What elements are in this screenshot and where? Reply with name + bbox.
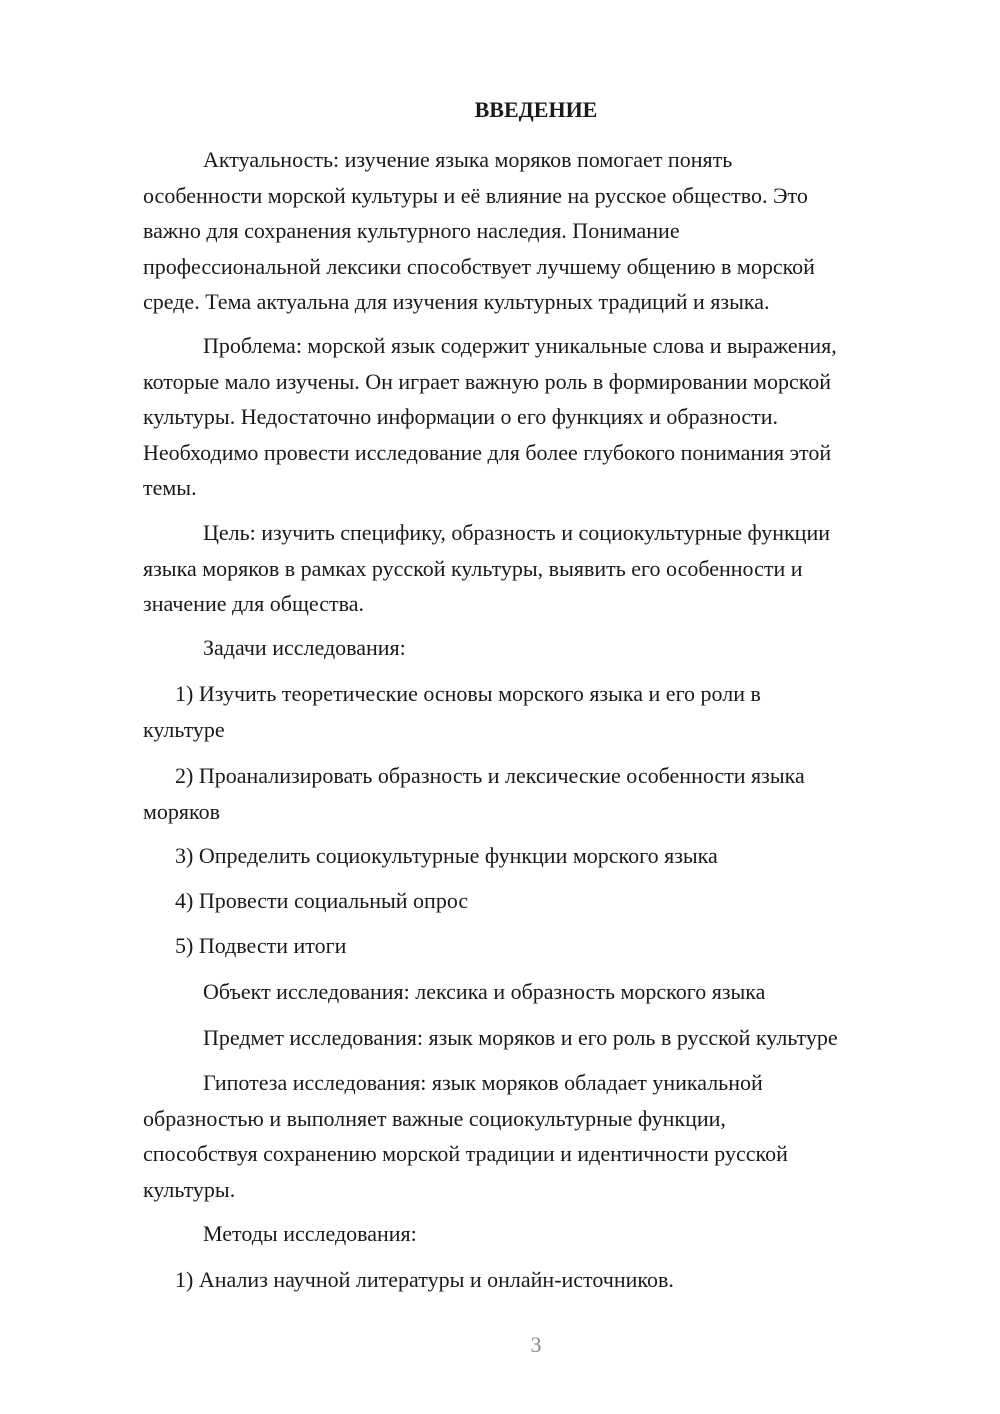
hypothesis-line: образностью и выполняет важные социокультурные функции, [143,1105,726,1131]
hypothesis-line: культуры. [143,1176,236,1202]
task-line: 4) Провести социальный опрос [175,888,469,913]
subject-line [143,1020,928,1056]
hypothesis-line: Гипотеза исследования: язык моряков обладает уникальной [203,1070,763,1095]
task-line: моряков [143,798,220,824]
object-text: Объект исследования: лексика и образность морского языка [203,979,766,1004]
task-item-1 [143,676,928,747]
subject-text: Предмет исследования: язык моряков и его роль в русской культуре [203,1025,838,1050]
task-line: культуре [143,716,225,742]
hypothesis-line: способствуя сохранению морской традиции и идентичности русской [143,1141,788,1166]
problem-line: Проблема: морской язык содержит уникальные слова и выражения, [203,333,837,358]
goal-line: значение для общества. [143,591,364,616]
relevance-line: Актуальность: изучение языка моряков помогает понять [203,147,733,172]
method-line: 1) Анализ научной литературы и онлайн-источников. [175,1267,674,1292]
methods-title [143,1216,928,1252]
task-line: 1) Изучить теоретические основы морского языка и его роли в [175,681,761,706]
problem-line: Необходимо провести исследование для более глубокого понимания этой [143,439,832,465]
methods-title-text: Методы исследования: [203,1221,417,1246]
page-heading: ВВЕДЕНИЕ [474,97,598,122]
task-line: 3) Определить социокультурные функции морского языка [175,843,718,868]
page-number: 3 [530,1332,542,1357]
relevance-paragraph [143,142,928,320]
relevance-line: среде. Тема актуальна для изучения культурных традиций и языка. [143,289,770,314]
problem-line: темы. [143,475,197,500]
tasks-title-text: Задачи исследования: [203,635,406,660]
object-line [143,974,928,1010]
relevance-line: профессиональной лексики способствует лучшему общению в морской [143,253,815,279]
method-item-1 [143,1262,928,1298]
task-line: 2) Проанализировать образность и лексические особенности языка [175,763,805,788]
problem-line: которые мало изучены. Он играет важную роль в формировании морской [143,368,832,394]
goal-paragraph [143,515,928,622]
relevance-line: важно для сохранения культурного наследия. Понимание [143,218,680,243]
task-item-4 [143,883,928,919]
goal-line: Цель: изучить специфику, образность и социокультурные функции [203,520,830,545]
hypothesis-paragraph [143,1065,928,1207]
task-item-3 [143,838,928,874]
problem-line: культуры. Недостаточно информации о его функциях и образности. [143,404,779,429]
problem-paragraph [143,328,928,506]
task-item-5 [143,928,928,964]
task-line: 5) Подвести итоги [175,933,347,958]
task-item-2 [143,758,928,829]
tasks-title [143,630,928,666]
relevance-line: особенности морской культуры и её влияние на русское общество. Это [143,182,808,208]
goal-line: языка моряков в рамках русской культуры, выявить его особенности и [143,555,803,581]
